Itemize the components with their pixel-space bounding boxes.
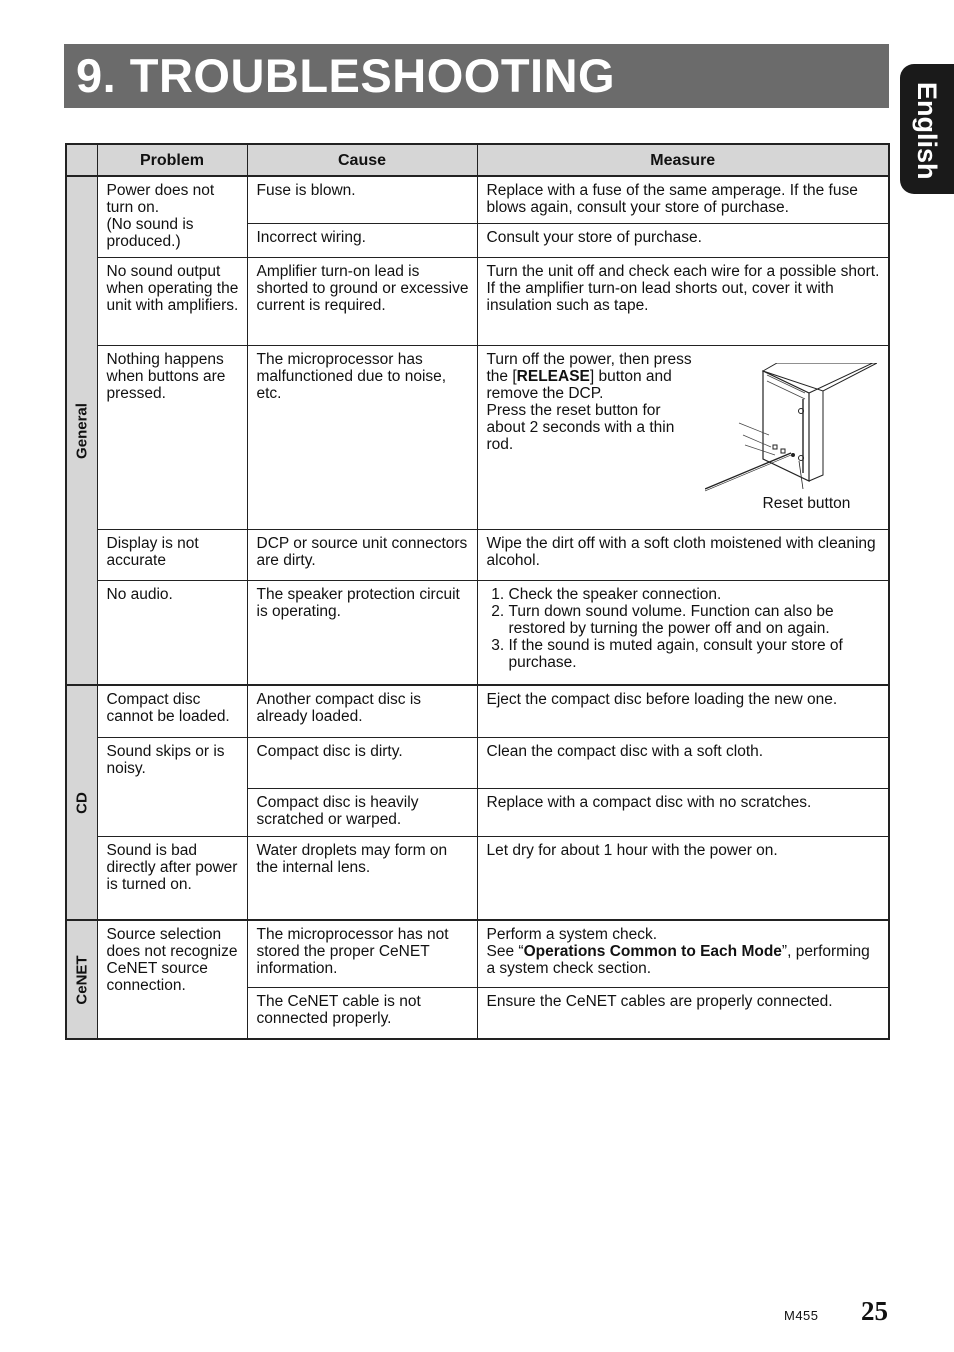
measure-cell: Wipe the dirt off with a soft cloth moistened with cleaning alcohol. bbox=[477, 529, 889, 580]
table-row bbox=[66, 176, 889, 223]
problem-cell: No sound output when operating the unit with amplifiers. bbox=[97, 257, 247, 345]
measure-cell: Consult your store of purchase. bbox=[477, 223, 889, 257]
section-reference: Operations Common to Each Mode bbox=[523, 943, 782, 960]
reset-button-illustration bbox=[705, 363, 877, 503]
cause-cell: Compact disc is dirty. bbox=[247, 737, 477, 788]
cause-cell: Amplifier turn-on lead is shorted to ground or excessive current is required. bbox=[247, 257, 477, 345]
reset-text bbox=[487, 351, 697, 453]
troubleshooting-table bbox=[65, 143, 890, 1040]
category-label: CD bbox=[73, 791, 91, 814]
cause-cell: Another compact disc is already loaded. bbox=[247, 685, 477, 737]
measure-text: ”, performing a system check section. bbox=[486, 943, 870, 977]
header-row bbox=[66, 144, 889, 176]
category-label: CeNET bbox=[73, 954, 91, 1005]
title-bar bbox=[64, 44, 889, 108]
model-number: M455 bbox=[784, 1308, 819, 1323]
header-corner bbox=[66, 144, 97, 176]
category-label: General bbox=[73, 402, 91, 459]
problem-cell: Display is not accurate bbox=[97, 529, 247, 580]
measure-cell: Eject the compact disc before loading the new one. bbox=[477, 685, 889, 737]
table-row bbox=[66, 836, 889, 920]
table-row bbox=[66, 685, 889, 737]
table-row bbox=[66, 257, 889, 345]
measure-cell: Let dry for about 1 hour with the power on. bbox=[477, 836, 889, 920]
problem-cell: Nothing happens when buttons are pressed. bbox=[97, 345, 247, 529]
problem-cell: Source selection does not recognize CeNET source connection. bbox=[97, 920, 247, 1039]
cause-cell: The CeNET cable is not connected properly. bbox=[247, 987, 477, 1039]
measure-cell bbox=[477, 580, 889, 685]
header-measure: Measure bbox=[477, 144, 889, 176]
table-row bbox=[66, 345, 889, 529]
measure-cell: Turn the unit off and check each wire for a possible short. If the amplifier turn-on lead shorts out, cover it with insulation such as tape. bbox=[477, 257, 889, 345]
list-item: 1. Check the speaker connection. bbox=[509, 586, 881, 603]
measure-text: ] button and remove the DCP. Press the reset button for about 2 seconds with a thin rod. bbox=[486, 367, 675, 453]
cause-cell: The microprocessor has not stored the proper CeNET information. bbox=[247, 920, 477, 987]
problem-cell: Sound is bad directly after power is turned on. bbox=[97, 836, 247, 920]
reset-instructions bbox=[487, 351, 881, 521]
header-problem: Problem bbox=[97, 144, 247, 176]
list-item: 2. Turn down sound volume. Function can also be restored by turning the power off and on again. bbox=[509, 603, 881, 637]
measure-cell: Clean the compact disc with a soft cloth. bbox=[477, 737, 889, 788]
table-row bbox=[66, 920, 889, 987]
table-row bbox=[66, 529, 889, 580]
measure-cell: Replace with a fuse of the same amperage. If the fuse blows again, consult your store of purchase. bbox=[477, 176, 889, 223]
cause-cell: Compact disc is heavily scratched or warped. bbox=[247, 788, 477, 836]
problem-cell: Compact disc cannot be loaded. bbox=[97, 685, 247, 737]
measure-text: Perform a system check. See “ bbox=[486, 926, 658, 960]
problem-cell: Sound skips or is noisy. bbox=[97, 737, 247, 836]
table-row bbox=[66, 580, 889, 685]
language-tab-label: English bbox=[912, 82, 942, 180]
cause-cell: DCP or source unit connectors are dirty. bbox=[247, 529, 477, 580]
cause-cell: Incorrect wiring. bbox=[247, 223, 477, 257]
header-cause: Cause bbox=[247, 144, 477, 176]
cause-cell: The speaker protection circuit is operating. bbox=[247, 580, 477, 685]
problem-cell: No audio. bbox=[97, 580, 247, 685]
category-cd bbox=[66, 685, 97, 920]
steps-list bbox=[487, 586, 881, 671]
language-tab bbox=[900, 64, 954, 194]
cause-cell: The microprocessor has malfunctioned due to noise, etc. bbox=[247, 345, 477, 529]
page-title: 9. TROUBLESHOOTING bbox=[76, 49, 616, 102]
reset-button-label: Reset button bbox=[762, 494, 851, 512]
problem-cell: Power does not turn on. (No sound is produced.) bbox=[97, 176, 247, 257]
table-row bbox=[66, 737, 889, 788]
category-general bbox=[66, 176, 97, 685]
page-number: 25 bbox=[861, 1296, 888, 1326]
list-item: 3. If the sound is muted again, consult your store of purchase. bbox=[509, 637, 881, 671]
measure-text: Turn off the power, then press the [ bbox=[486, 350, 692, 385]
measure-cell: Ensure the CeNET cables are properly connected. bbox=[477, 987, 889, 1039]
measure-cell: Replace with a compact disc with no scratches. bbox=[477, 788, 889, 836]
cause-cell: Fuse is blown. bbox=[247, 176, 477, 223]
cause-cell: Water droplets may form on the internal lens. bbox=[247, 836, 477, 920]
measure-cell bbox=[477, 920, 889, 987]
category-cenet bbox=[66, 920, 97, 1039]
release-button-label: RELEASE bbox=[516, 367, 590, 385]
measure-cell bbox=[477, 345, 889, 529]
